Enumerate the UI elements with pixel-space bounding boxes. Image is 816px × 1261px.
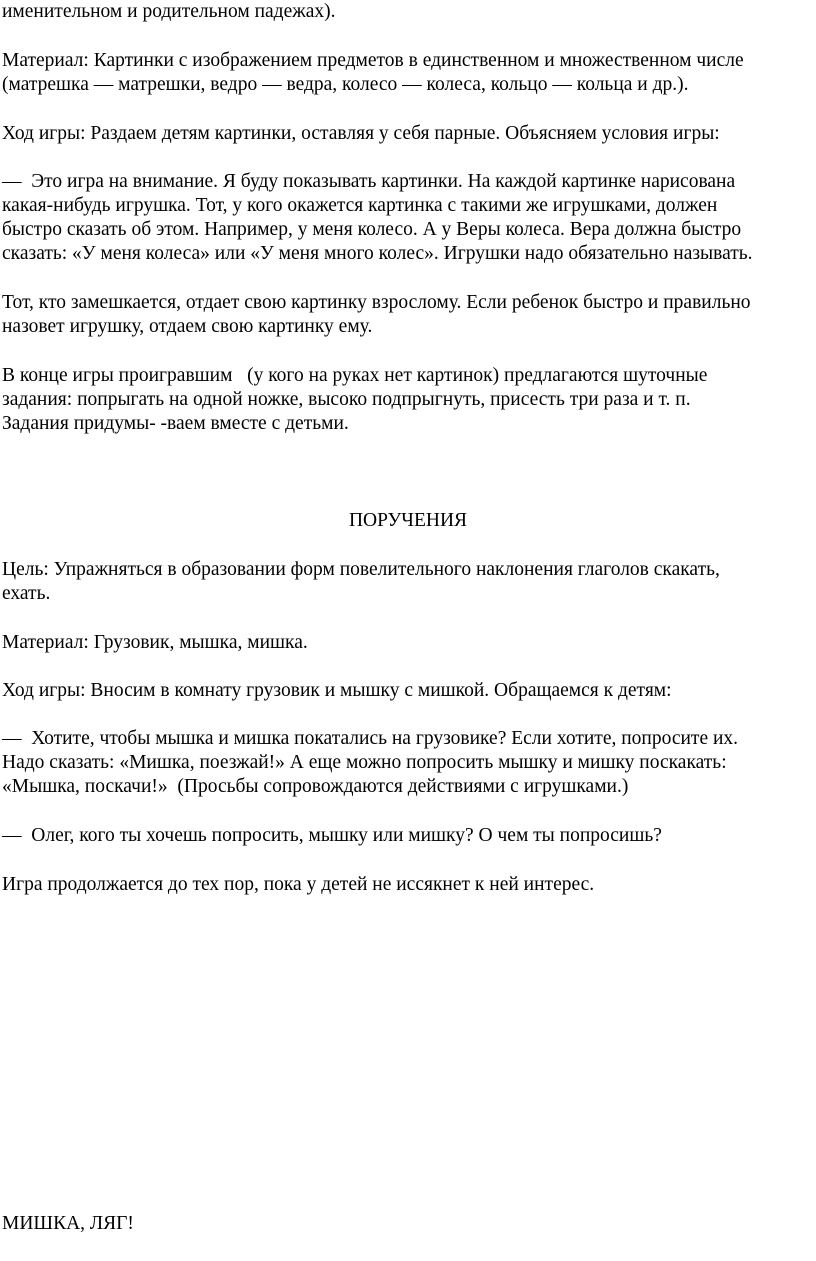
text-line: ехать. — [2, 583, 51, 604]
text-line: сказать: «У меня колеса» или «У меня много колес». Игрушки надо обязательно называть. — [2, 243, 753, 264]
text-line: Материал: Картинки с изображением предметов в единственном и множественном числе — [2, 50, 744, 71]
text-line: Материал: Грузовик, мышка, мишка. — [2, 632, 308, 653]
text-line: задания: попрыгать на одной ножке, высоко подпрыгнуть, присесть три раза и т. п. — [2, 389, 691, 410]
section-heading: ПОРУЧЕНИЯ — [348, 510, 468, 531]
text-line: какая-нибудь игрушка. Тот, у кого окажется картинка с такими же игрушками, должен — [2, 195, 718, 216]
text-line: Надо сказать: «Мишка, поезжай!» А еще можно попросить мышку и мишку поскакать: — [2, 752, 727, 773]
text-line: — Олег, кого ты хочешь попросить, мышку или мишку? О чем ты попросишь? — [2, 825, 662, 846]
text-line: (матрешка — матрешки, ведро — ведра, колесо — колеса, кольцо — кольца и др.). — [2, 74, 689, 95]
text-line: Ход игры: Раздаем детям картинки, оставляя у себя парные. Объясняем условия игры: — [2, 123, 720, 144]
text-line: Цель: Упражняться в образовании форм повелительного наклонения глаголов скакать, — [2, 559, 720, 580]
section-heading: МИШКА, ЛЯГ! — [2, 1213, 134, 1234]
text-line: быстро сказать об этом. Например, у меня колесо. А у Веры колеса. Вера должна быстро — [2, 219, 742, 240]
text-line: — Хотите, чтобы мышка и мишка покатались на грузовике? Если хотите, попросите их. — [2, 728, 739, 749]
text-line: «Мышка, поскачи!» (Просьбы сопровождаются действиями с игрушками.) — [2, 776, 629, 797]
text-line: — Это игра на внимание. Я буду показывать картинки. На каждой картинке нарисована — [2, 171, 736, 192]
text-line: Ход игры: Вносим в комнату грузовик и мышку с мишкой. Обращаемся к детям: — [2, 680, 672, 701]
text-line: назовет игрушку, отдаем свою картинку ему. — [2, 316, 373, 337]
text-line: Задания придумы- -ваем вместе с детьми. — [2, 413, 349, 434]
text-line: Тот, кто замешкается, отдает свою картинку взрослому. Если ребенок быстро и правильно — [2, 292, 751, 313]
text-line: именительном и родительном падежах). — [2, 1, 336, 22]
text-line: Игра продолжается до тех пор, пока у детей не иссякнет к ней интерес. — [2, 874, 595, 895]
text-line: В конце игры проигравшим (у кого на руках нет картинок) предлагаются шуточные — [2, 365, 708, 386]
